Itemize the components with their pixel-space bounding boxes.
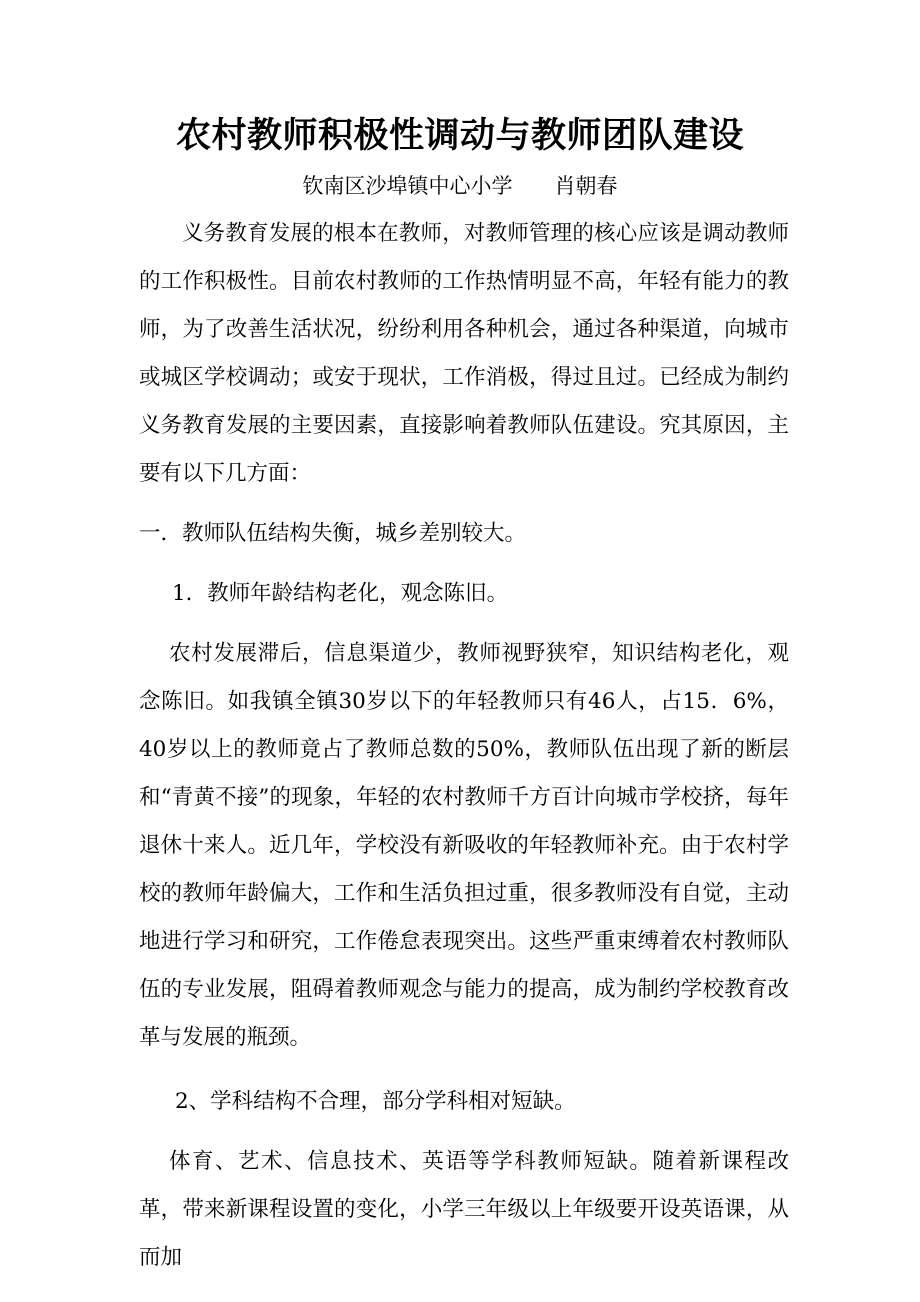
paragraph-age-structure: 农村发展滞后，信息渠道少，教师视野狭窄，知识结构老化，观念陈旧。如我镇全镇30岁以下的年轻教师只有46人，占15．6%，40岁以上的教师竟占了教师总数的50%，教师队伍出现了新的断层和“青黄不接”的现象，年轻的农村教师千方百计向城市学校挤，每年退休十来人。近几年，学校没有新吸收的年轻教师补充。由于农村学校的教师年龄偏大，工作和生活负担过重，很多教师没有自觉，主动地进行学习和研究，工作倦怠表现突出。这些严重束缚着农村教师队伍的专业发展，阻碍着教师观念与能力的提高，成为制约学校教育改革与发展的瓶颈。 — [139, 641, 789, 1050]
byline — [0, 168, 920, 204]
section-heading-1: 一．教师队伍结构失衡，城乡差别较大。 — [139, 521, 527, 546]
paragraph-intro: 义务教育发展的根本在教师，对教师管理的核心应该是调动教师的工作积极性。目前农村教师的工作热情明显不高，年轻有能力的教师，为了改善生活状况，纷纷利用各种机会，通过各种渠道，向城市或城区学校调动；或安于现状，工作消极，得过且过。已经成为制约义务教育发展的主要因素，直接影响着教师队伍建设。究其原因，主要有以下几方面： — [139, 221, 789, 486]
subsection-heading-1: 1．教师年龄结构老化，观念陈旧。 — [172, 581, 509, 606]
subsection-heading-2: 2、学科结构不合理，部分学科相对短缺。 — [175, 1089, 576, 1114]
document-body — [139, 210, 789, 1282]
author-name: 肖朝春 — [554, 174, 618, 198]
document-title: 农村教师积极性调动与教师团队建设 — [175, 115, 744, 156]
paragraph-subject-structure: 体育、艺术、信息技术、英语等学科教师短缺。随着新课程改革，带来新课程设置的变化，小学三年级以上年级要开设英语课，从而加 — [139, 1149, 789, 1270]
school-name: 钦南区沙埠镇中心小学 — [302, 174, 513, 198]
